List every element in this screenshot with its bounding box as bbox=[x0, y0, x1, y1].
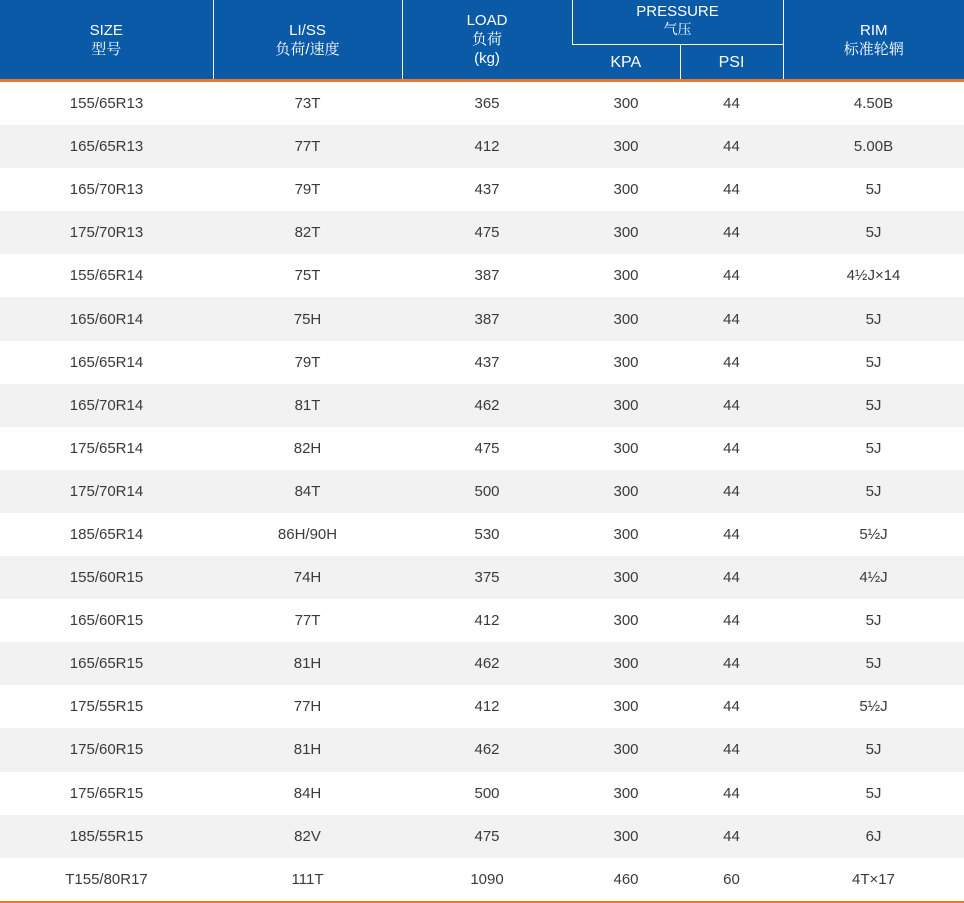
table-row bbox=[0, 81, 964, 126]
cell-psi: 44 bbox=[723, 181, 740, 199]
cell-kpa: 300 bbox=[613, 525, 639, 543]
cell-rim: 5J bbox=[783, 728, 964, 771]
cell-size: 155/65R14 bbox=[69, 267, 144, 285]
table-row bbox=[0, 772, 964, 815]
cell-load: 500 bbox=[402, 470, 572, 513]
cell-li-ss: 82T bbox=[213, 211, 402, 254]
cell-psi: 44 bbox=[723, 95, 740, 113]
cell-li-ss: 81H bbox=[213, 728, 402, 771]
cell-kpa: 300 bbox=[572, 297, 680, 340]
table-row bbox=[0, 125, 964, 168]
cell-kpa: 300 bbox=[572, 815, 680, 858]
cell-psi: 44 bbox=[680, 384, 783, 427]
cell-rim: 4½J bbox=[783, 556, 964, 599]
cell-size: 165/65R15 bbox=[0, 642, 213, 685]
cell-load: 387 bbox=[474, 267, 500, 285]
table-row bbox=[0, 384, 964, 427]
header-li-ss: LI/SS 负荷/速度 bbox=[213, 0, 402, 81]
cell-size: 185/55R15 bbox=[0, 815, 213, 858]
cell-li-ss: 84T bbox=[213, 470, 402, 513]
cell-li-ss: 81H bbox=[213, 642, 402, 685]
header-pressure: PRESSURE 气压 bbox=[572, 0, 783, 45]
cell-li-ss: 77H bbox=[293, 698, 322, 716]
cell-li-ss: 79T bbox=[294, 353, 321, 371]
cell-kpa: 300 bbox=[572, 384, 680, 427]
cell-li-ss: 81T bbox=[213, 384, 402, 427]
table-row bbox=[0, 556, 964, 599]
cell-rim: 5½J bbox=[859, 525, 888, 543]
cell-load: 412 bbox=[402, 125, 572, 168]
cell-kpa: 300 bbox=[572, 125, 680, 168]
cell-load: 412 bbox=[474, 698, 500, 716]
cell-psi: 44 bbox=[680, 556, 783, 599]
cell-size: 165/65R14 bbox=[69, 353, 144, 371]
cell-psi: 44 bbox=[680, 642, 783, 685]
cell-kpa: 300 bbox=[572, 556, 680, 599]
table-row bbox=[0, 599, 964, 642]
cell-load: 500 bbox=[474, 784, 500, 802]
cell-load: 475 bbox=[402, 211, 572, 254]
cell-psi: 44 bbox=[680, 728, 783, 771]
cell-size: 155/65R13 bbox=[69, 95, 144, 113]
cell-size: 185/65R14 bbox=[69, 525, 144, 543]
cell-rim: 4T×17 bbox=[783, 858, 964, 902]
table-row bbox=[0, 254, 964, 297]
cell-psi: 44 bbox=[680, 815, 783, 858]
cell-kpa: 300 bbox=[572, 642, 680, 685]
cell-size: 165/65R13 bbox=[0, 125, 213, 168]
cell-load: 437 bbox=[474, 353, 500, 371]
cell-rim: 6J bbox=[783, 815, 964, 858]
table-header bbox=[0, 0, 964, 81]
cell-rim: 5J bbox=[783, 384, 964, 427]
cell-kpa: 300 bbox=[572, 211, 680, 254]
cell-psi: 44 bbox=[680, 470, 783, 513]
cell-psi: 44 bbox=[680, 125, 783, 168]
cell-li-ss: 74H bbox=[213, 556, 402, 599]
cell-psi: 44 bbox=[680, 297, 783, 340]
cell-li-ss: 77T bbox=[294, 612, 321, 630]
cell-rim: 5J bbox=[783, 470, 964, 513]
cell-psi: 44 bbox=[723, 353, 740, 371]
cell-li-ss: 82V bbox=[213, 815, 402, 858]
cell-load: 530 bbox=[474, 525, 500, 543]
cell-kpa: 300 bbox=[613, 612, 639, 630]
header-load: LOAD 负荷 (kg) bbox=[402, 0, 572, 81]
cell-kpa: 300 bbox=[572, 470, 680, 513]
cell-kpa: 300 bbox=[613, 698, 639, 716]
cell-rim: 5½J bbox=[859, 698, 888, 716]
cell-rim: 4.50B bbox=[853, 95, 894, 113]
cell-kpa: 300 bbox=[613, 95, 639, 113]
cell-load: 462 bbox=[402, 384, 572, 427]
cell-load: 462 bbox=[402, 728, 572, 771]
table-row bbox=[0, 685, 964, 728]
cell-load: 412 bbox=[474, 612, 500, 630]
cell-size: 175/70R13 bbox=[0, 211, 213, 254]
cell-load: 437 bbox=[474, 181, 500, 199]
cell-size: 155/60R15 bbox=[0, 556, 213, 599]
cell-size: 165/60R14 bbox=[0, 297, 213, 340]
cell-rim: 5J bbox=[783, 642, 964, 685]
cell-size: 175/70R14 bbox=[0, 470, 213, 513]
header-kpa: KPA bbox=[572, 45, 680, 81]
cell-li-ss: 75H bbox=[213, 297, 402, 340]
cell-li-ss: 79T bbox=[294, 181, 321, 199]
cell-psi: 60 bbox=[680, 858, 783, 902]
cell-rim: 5J bbox=[865, 784, 882, 802]
cell-psi: 44 bbox=[723, 612, 740, 630]
cell-li-ss: 86H/90H bbox=[277, 525, 338, 543]
cell-li-ss: 75T bbox=[294, 267, 321, 285]
cell-psi: 44 bbox=[723, 267, 740, 285]
table-row bbox=[0, 513, 964, 556]
cell-kpa: 460 bbox=[572, 858, 680, 902]
cell-rim: 5J bbox=[865, 181, 882, 199]
table-row bbox=[0, 470, 964, 513]
cell-size: 175/65R14 bbox=[69, 439, 144, 457]
cell-load: 387 bbox=[402, 297, 572, 340]
cell-size: 165/70R14 bbox=[0, 384, 213, 427]
cell-psi: 44 bbox=[680, 211, 783, 254]
cell-rim: 5J bbox=[783, 211, 964, 254]
cell-li-ss: 82H bbox=[293, 439, 322, 457]
cell-load: 365 bbox=[474, 95, 500, 113]
cell-size: T155/80R17 bbox=[0, 858, 213, 902]
header-size: SIZE 型号 bbox=[0, 0, 213, 81]
cell-rim: 5J bbox=[865, 439, 882, 457]
cell-rim: 5J bbox=[783, 297, 964, 340]
table-row bbox=[0, 168, 964, 211]
cell-li-ss: 84H bbox=[293, 784, 322, 802]
cell-size: 175/55R15 bbox=[69, 698, 144, 716]
cell-size: 165/70R13 bbox=[69, 181, 144, 199]
header-rim: RIM 标准轮辋 bbox=[783, 0, 964, 81]
cell-size: 175/60R15 bbox=[0, 728, 213, 771]
table-row bbox=[0, 728, 964, 771]
cell-psi: 44 bbox=[723, 439, 740, 457]
table-row bbox=[0, 427, 964, 470]
header-psi: PSI bbox=[680, 45, 783, 81]
cell-psi: 44 bbox=[723, 698, 740, 716]
cell-load: 1090 bbox=[402, 858, 572, 902]
cell-load: 475 bbox=[474, 439, 500, 457]
cell-kpa: 300 bbox=[613, 439, 639, 457]
cell-rim: 5.00B bbox=[783, 125, 964, 168]
cell-psi: 44 bbox=[723, 525, 740, 543]
table-row bbox=[0, 211, 964, 254]
table-row bbox=[0, 341, 964, 384]
table-row bbox=[0, 642, 964, 685]
cell-li-ss: 111T bbox=[213, 858, 402, 902]
cell-load: 475 bbox=[402, 815, 572, 858]
table-body bbox=[0, 81, 964, 902]
cell-li-ss: 77T bbox=[213, 125, 402, 168]
cell-kpa: 300 bbox=[572, 728, 680, 771]
cell-psi: 44 bbox=[723, 784, 740, 802]
cell-load: 375 bbox=[402, 556, 572, 599]
table-row bbox=[0, 815, 964, 858]
cell-kpa: 300 bbox=[613, 181, 639, 199]
cell-rim: 5J bbox=[865, 612, 882, 630]
table-row bbox=[0, 858, 964, 902]
cell-li-ss: 73T bbox=[294, 95, 321, 113]
cell-load: 462 bbox=[402, 642, 572, 685]
cell-rim: 5J bbox=[865, 353, 882, 371]
cell-kpa: 300 bbox=[613, 353, 639, 371]
cell-kpa: 300 bbox=[613, 784, 639, 802]
cell-size: 175/65R15 bbox=[69, 784, 144, 802]
cell-kpa: 300 bbox=[613, 267, 639, 285]
cell-rim: 4½J×14 bbox=[846, 267, 901, 285]
cell-size: 165/60R15 bbox=[69, 612, 144, 630]
table-row bbox=[0, 297, 964, 340]
